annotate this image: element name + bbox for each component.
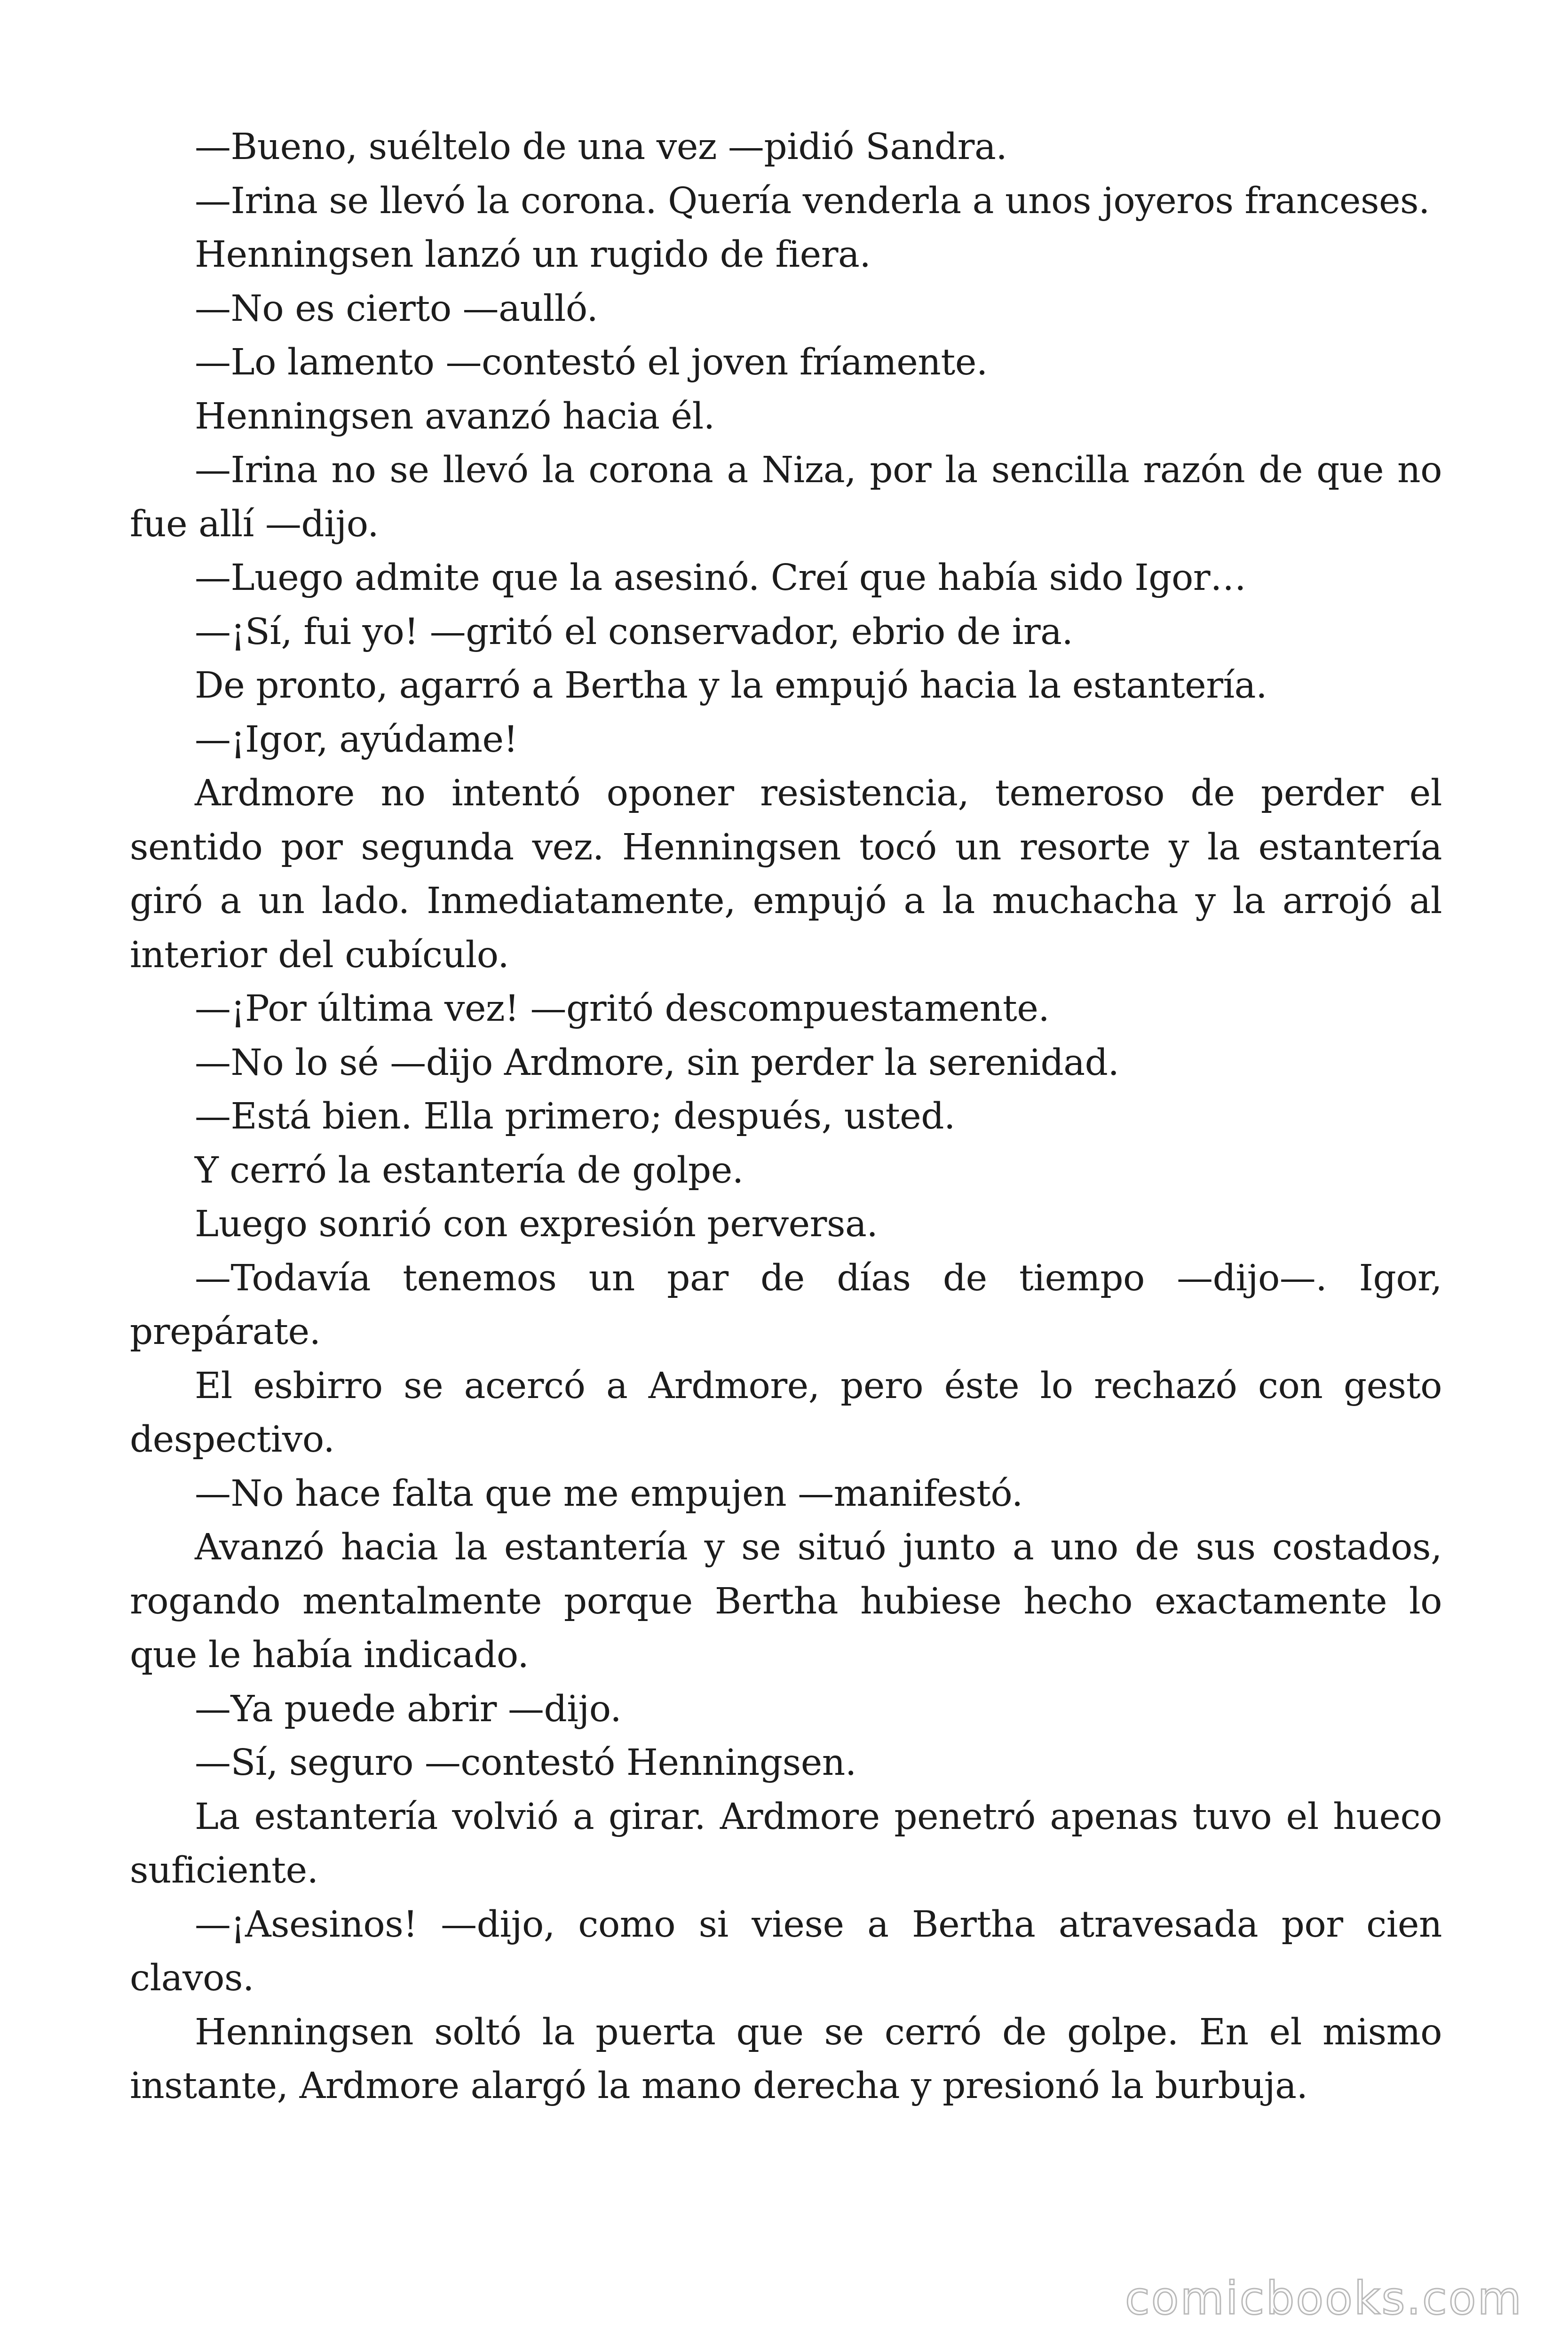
paragraph: —Todavía tenemos un par de días de tiempo —dijo—. Igor, prepárate. — [130, 1257, 1442, 1353]
paragraph: —No hace falta que me empujen —manifestó. — [195, 1472, 1023, 1515]
paragraph: La estantería volvió a girar. Ardmore penetró apenas tuvo el hueco suficiente. — [130, 1796, 1442, 1891]
paragraph: —¡Igor, ayúdame! — [195, 718, 518, 761]
paragraph: El esbirro se acercó a Ardmore, pero éste lo rechazó con gesto despectivo. — [130, 1365, 1442, 1461]
paragraph: —¡Por última vez! —gritó descompuestamente. — [195, 988, 1050, 1030]
paragraph: —Ya puede abrir —dijo. — [195, 1688, 622, 1730]
paragraph: —Lo lamento —contestó el joven fríamente. — [195, 342, 988, 383]
paragraph: —Está bien. Ella primero; después, usted. — [195, 1096, 955, 1137]
page-text — [130, 120, 1442, 2114]
paragraph: —No lo sé —dijo Ardmore, sin perder la serenidad. — [195, 1041, 1119, 1084]
paragraph: Henningsen lanzó un rugido de fiera. — [195, 234, 871, 276]
paragraph: De pronto, agarró a Bertha y la empujó hacia la estantería. — [195, 665, 1267, 707]
paragraph: —Bueno, suéltelo de una vez —pidió Sandra. — [195, 126, 1007, 168]
paragraph: —Luego admite que la asesinó. Creí que había sido Igor… — [195, 557, 1246, 599]
watermark: comicbooks.com — [1125, 2272, 1523, 2325]
paragraph: —Irina se llevó la corona. Quería venderla a unos joyeros franceses. — [195, 180, 1430, 222]
paragraph: —Irina no se llevó la corona a Niza, por la sencilla razón de que no fue allí —dijo. — [130, 449, 1442, 545]
paragraph: Y cerró la estantería de golpe. — [195, 1149, 744, 1192]
paragraph: —Sí, seguro —contestó Henningsen. — [195, 1742, 856, 1784]
paragraph: —¡Asesinos! —dijo, como si viese a Bertha atravesada por cien clavos. — [130, 1903, 1442, 1999]
paragraph: Luego sonrió con expresión perversa. — [195, 1203, 878, 1245]
paragraph: Henningsen soltó la puerta que se cerró de golpe. En el mismo instante, Ardmore alargó la mano derecha y presionó la burbuja. — [130, 2011, 1442, 2107]
paragraph: —No es cierto —aulló. — [195, 287, 598, 330]
paragraph: —¡Sí, fui yo! —gritó el conservador, ebrio de ira. — [195, 611, 1073, 653]
paragraph: Avanzó hacia la estantería y se situó junto a uno de sus costados, rogando mentalmente porque Bertha hubiese hecho exactamente lo que le había indicado. — [130, 1526, 1442, 1676]
paragraph: Henningsen avanzó hacia él. — [195, 395, 715, 437]
paragraph: Ardmore no intentó oponer resistencia, temeroso de perder el sentido por segunda vez. Henningsen tocó un resorte y la estantería giró a un lado. Inmediatamente, empujó a la muchacha y la arrojó al interior del cubículo. — [130, 772, 1442, 976]
